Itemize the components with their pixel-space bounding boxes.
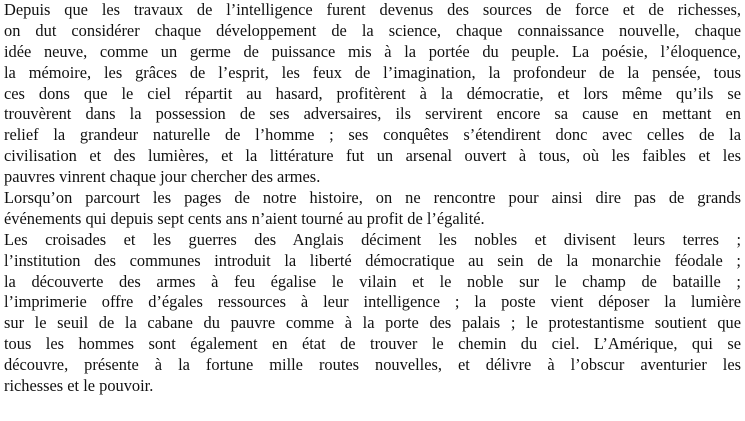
- paragraph-1: [4, 0, 741, 188]
- text-line: on dut considérer chaque développement de la science, chaque connaissance nouvelle, chaque: [4, 20, 741, 40]
- text-line: Depuis que les travaux de l’intelligence furent devenus des sources de force et de richesses,: [4, 0, 741, 19]
- text-line: tous les hommes sont également en état de trouver le chemin du ciel. L’Amérique, qui se: [4, 334, 741, 354]
- text-line: idée neuve, comme un germe de puissance mis à la portée du peuple. La poésie, l’éloquence,: [4, 41, 741, 61]
- text-line: événements qui depuis sept cents ans n’aient tourné au profit de l’égalité.: [4, 208, 485, 228]
- text-line: Les croisades et les guerres des Anglais déciment les nobles et divisent leurs terres ;: [4, 229, 741, 249]
- text-line: la découverte des armes à feu égalise le vilain et le noble sur le champ de bataille ;: [4, 271, 741, 291]
- text-line: l’institution des communes introduit la liberté démocratique au sein de la monarchie féodale ;: [4, 250, 741, 270]
- text-line: pauvres vinrent chaque jour chercher des armes.: [4, 167, 321, 187]
- text-line: découvre, présente à la fortune mille routes nouvelles, et délivre à l’obscur aventurier les: [4, 355, 741, 375]
- text-line: Lorsqu’on parcourt les pages de notre histoire, on ne rencontre pour ainsi dire pas de grands: [4, 188, 741, 208]
- text-line: civilisation et des lumières, et la littérature fut un arsenal ouvert à tous, où les faibles et les: [4, 146, 741, 166]
- paragraph-3: [4, 230, 741, 397]
- text-line: l’imprimerie offre d’égales ressources à leur intelligence ; la poste vient déposer la lumière: [4, 292, 741, 312]
- text-line: trouvèrent dans la possession de ses adversaires, ils servirent encore sa cause en mettant en: [4, 104, 741, 124]
- paragraph-2: [4, 188, 741, 230]
- text-line: relief la grandeur naturelle de l’homme ; ses conquêtes s’étendirent donc avec celles de la: [4, 125, 741, 145]
- text-line: ces dons que le ciel répartit au hasard, profitèrent à la démocratie, et lors même qu’ils se: [4, 83, 741, 103]
- text-line: richesses et le pouvoir.: [4, 376, 154, 396]
- text-line: la mémoire, les grâces de l’esprit, les feux de l’imagination, la profondeur de la pensée, tous: [4, 62, 741, 82]
- text-line: sur le seuil de la cabane du pauvre comme à la porte des palais ; le protestantisme soutient que: [4, 313, 741, 333]
